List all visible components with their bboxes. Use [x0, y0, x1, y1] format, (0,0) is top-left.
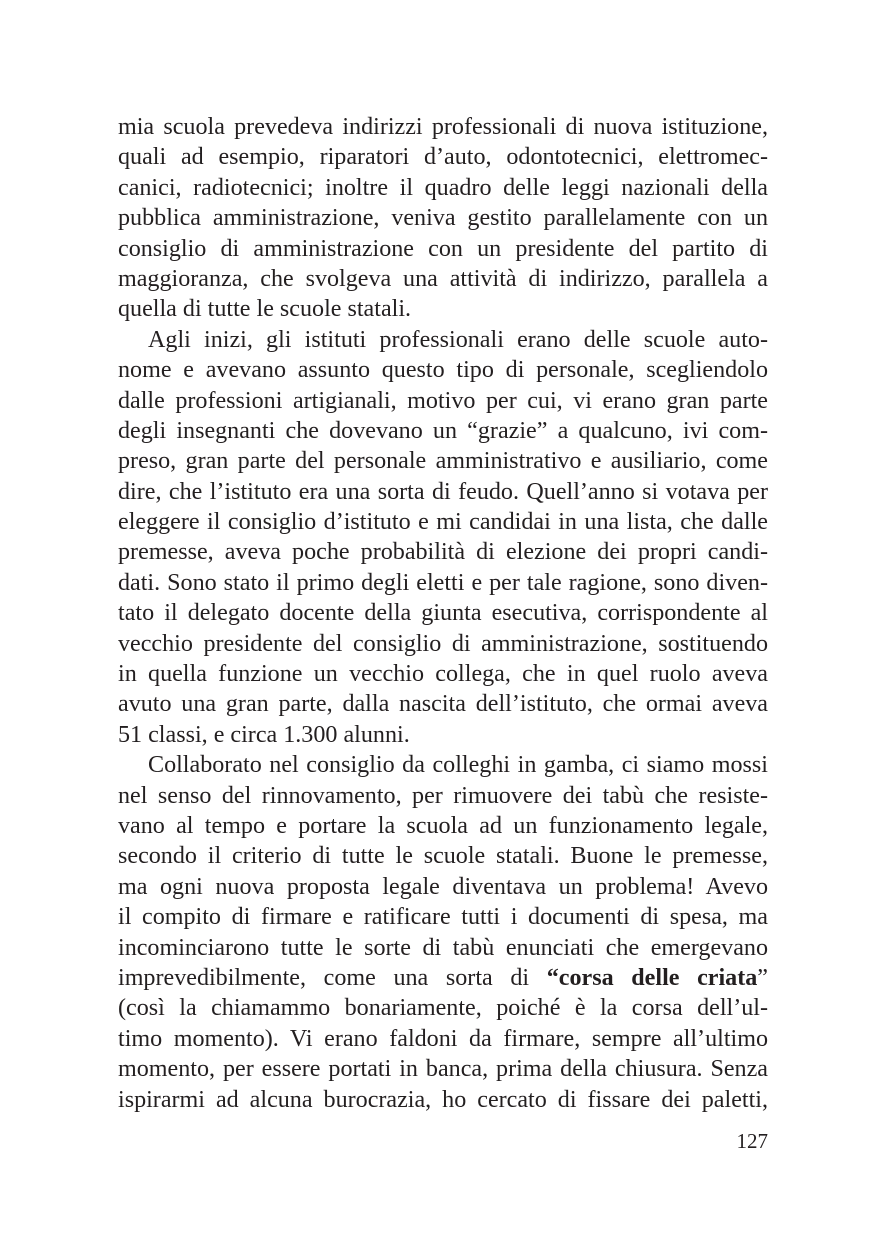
- text-line: eleggere il consiglio d’istituto e mi candidai in una lista, che dalle: [118, 509, 768, 536]
- text-line: nome e avevano assunto questo tipo di personale, scegliendolo: [118, 357, 768, 384]
- text-line: dalle professioni artigianali, motivo per cui, vi erano gran parte: [118, 387, 768, 414]
- text-line: tato il delegato docente della giunta esecutiva, corrispondente al: [118, 600, 768, 627]
- text-line: incominciarono tutte le sorte di tabù enunciati che emergevano: [118, 934, 768, 961]
- text-line: quella di tutte le scuole statali.: [118, 296, 412, 323]
- body-text: [118, 112, 768, 1115]
- text-line: timo momento). Vi erano faldoni da firmare, sempre all’ultimo: [118, 1025, 768, 1052]
- text-line: avuto una gran parte, dalla nascita dell’istituto, che ormai aveva: [118, 691, 768, 718]
- text-line: in quella funzione un vecchio collega, che in quel ruolo aveva: [118, 661, 768, 688]
- text-line: dati. Sono stato il primo degli eletti e per tale ragione, sono diven-: [118, 569, 768, 596]
- closing-quote: ”: [757, 964, 768, 991]
- text-line: vecchio presidente del consiglio di amministrazione, sostituendo: [118, 630, 768, 657]
- text-line: nel senso del rinnovamento, per rimuovere dei tabù che resiste-: [118, 782, 768, 809]
- text-line: (così la chiamammo bonariamente, poiché è la corsa dell’ul-: [118, 995, 768, 1022]
- text-segment: imprevedibilmente, come una sorta di: [118, 964, 547, 991]
- text-line: mia scuola prevedeva indirizzi professionali di nuova istituzione,: [118, 114, 768, 140]
- text-line: quali ad esempio, riparatori d’auto, odontotecnici, elettromec-: [118, 144, 768, 171]
- text-line: Agli inizi, gli istituti professionali erano delle scuole auto-: [148, 326, 768, 353]
- bold-phrase: “corsa delle criata: [546, 964, 758, 991]
- text-line: secondo il criterio di tutte le scuole statali. Buone le premesse,: [118, 843, 768, 870]
- text-line: Collaborato nel consiglio da colleghi in gamba, ci siamo mossi: [148, 752, 768, 779]
- text-line: dire, che l’istituto era una sorta di feudo. Quell’anno si votava per: [118, 478, 768, 505]
- text-line: momento, per essere portati in banca, prima della chiusura. Senza: [118, 1056, 768, 1083]
- page-number: 127: [736, 1129, 768, 1153]
- text-line: ispirarmi ad alcuna burocrazia, ho cercato di fissare dei paletti,: [118, 1086, 768, 1113]
- text-line: consiglio di amministrazione con un presidente del partito di: [118, 235, 768, 262]
- text-line: il compito di firmare e ratificare tutti i documenti di spesa, ma: [118, 904, 768, 931]
- text-line: vano al tempo e portare la scuola ad un funzionamento legale,: [118, 812, 768, 839]
- text-line-with-bold: [118, 963, 768, 993]
- text-line: 51 classi, e circa 1.300 alunni.: [118, 721, 410, 748]
- text-line: premesse, aveva poche probabilità di elezione dei propri candi-: [118, 539, 768, 566]
- text-line: maggioranza, che svolgeva una attività di indirizzo, parallela a: [118, 265, 768, 292]
- text-line: pubblica amministrazione, veniva gestito parallelamente con un: [118, 205, 768, 232]
- text-line: ma ogni nuova proposta legale diventava un problema! Avevo: [118, 873, 768, 900]
- text-line: preso, gran parte del personale amministrativo e ausiliario, come: [118, 448, 768, 475]
- text-line: canici, radiotecnici; inoltre il quadro delle leggi nazionali della: [118, 174, 768, 201]
- text-line: degli insegnanti che dovevano un “grazie” a qualcuno, ivi com-: [118, 417, 768, 444]
